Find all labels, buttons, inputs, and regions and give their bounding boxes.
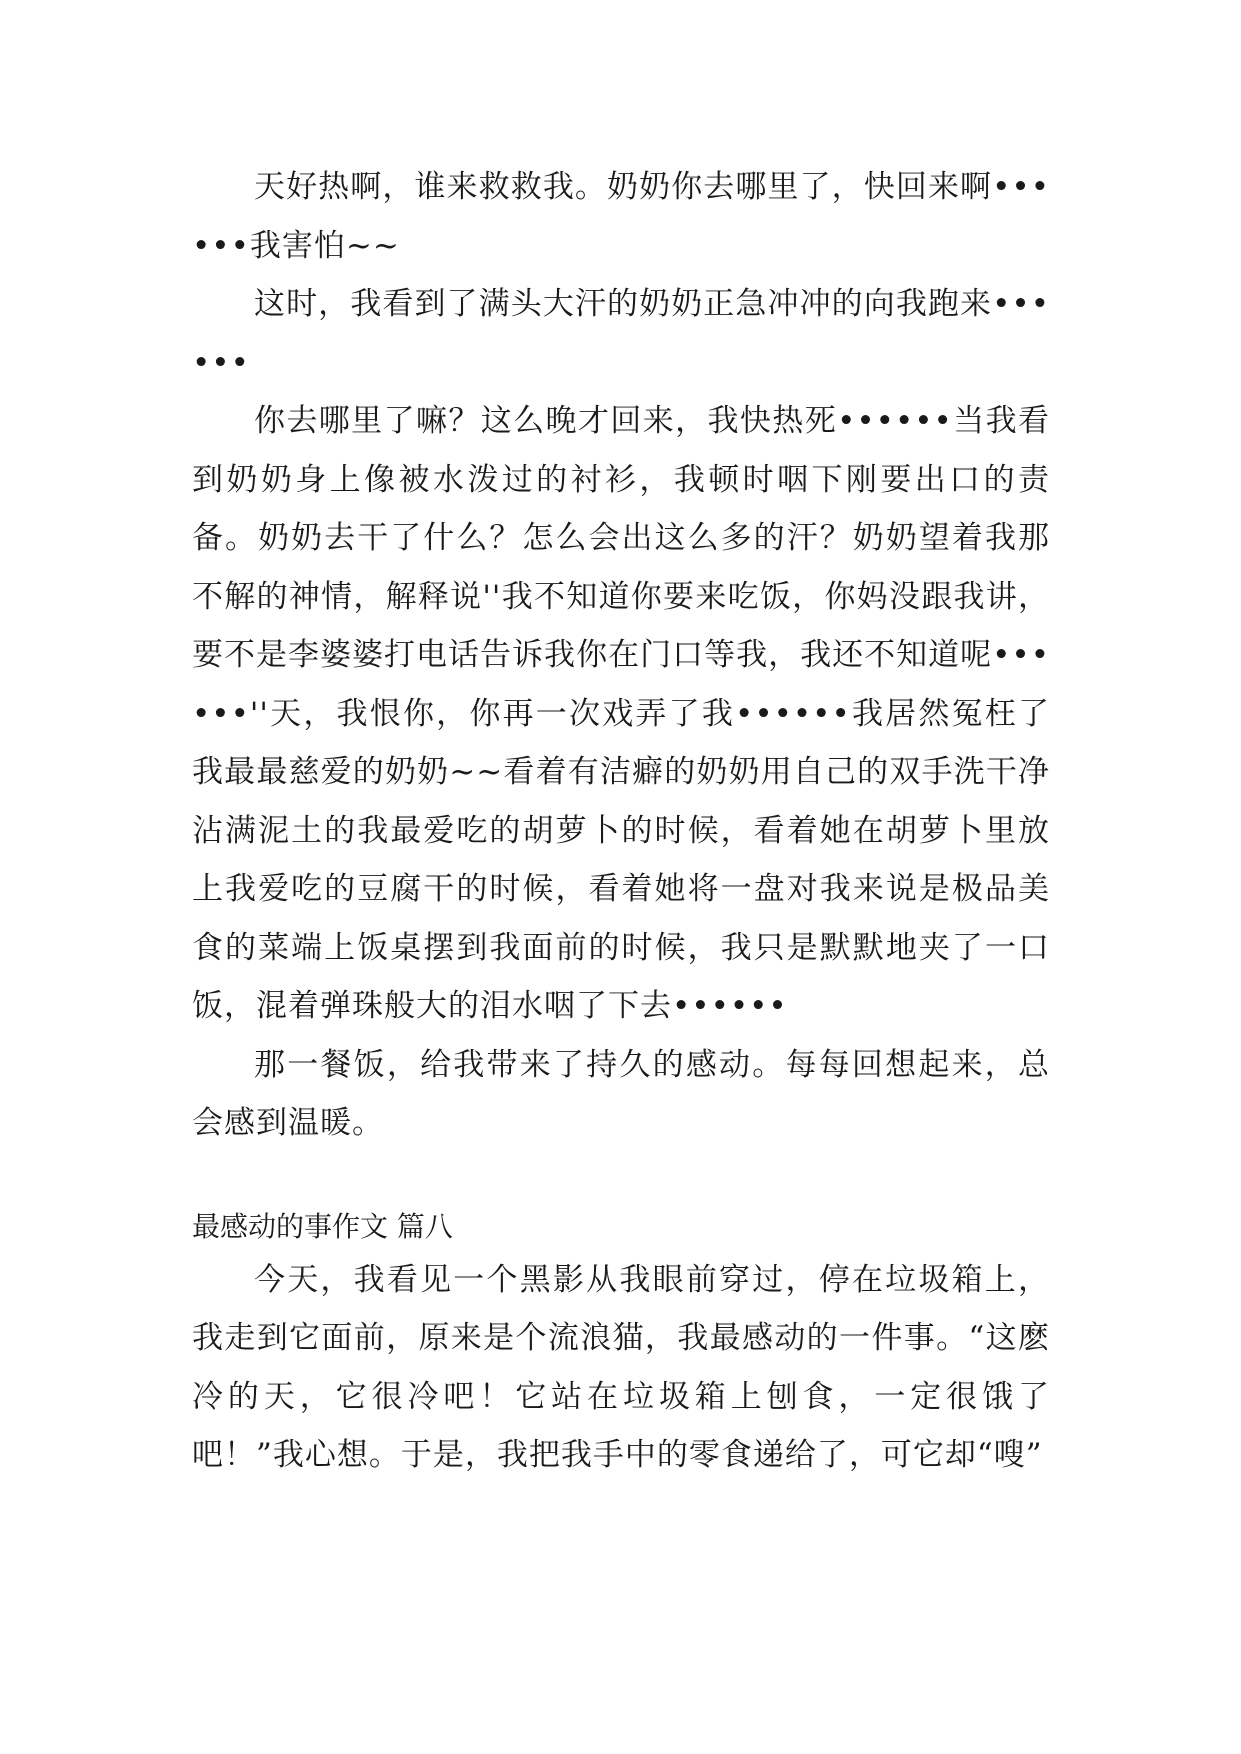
paragraph-5: 今天，我看见一个黑影从我眼前穿过，停在垃圾箱上，我走到它面前，原来是个流浪猫，我最感动的一件事。“这麽冷的天，它很冷吧！它站在垃圾箱上刨食，一定很饿了吧！”我心想。于是，我把我手中的零食递给了，可它却“嗖” — [192, 1261, 1050, 1473]
paragraph-3: 你去哪里了嘛？这么晚才回来，我快热死••••••当我看到奶奶身上像被水泼过的衬衫，我顿时咽下刚要出口的责备。奶奶去干了什么？怎么会出这么多的汗？奶奶望着我那不解的神情，解释说''我不知道你要来吃饭，你妈没跟我讲，要不是李婆婆打电话告诉我你在门口等我，我还不知道呢••••••''天，我恨你，你再一次戏弄了我••••••我居然冤枉了我最最慈爱的奶奶~~看着有洁癖的奶奶用自己的双手洗干净沾满泥土的我最爱吃的胡萝卜的时候，看着她在胡萝卜里放上我爱吃的豆腐干的时候，看着她将一盘对我来说是极品美食的菜端上饭桌摆到我面前的时候，我只是默默地夹了一口饭，混着弹珠般大的泪水咽了下去•••••• — [192, 403, 1050, 1024]
section-heading: 最感动的事作文 篇八 — [192, 1209, 453, 1243]
paragraph-4: 那一餐饭，给我带来了持久的感动。每每回想起来，总会感到温暖。 — [192, 1046, 1050, 1141]
paragraph-1: 天好热啊，谁来救救我。奶奶你去哪里了，快回来啊••••••我害怕~~ — [192, 169, 1050, 264]
document-page — [192, 158, 1050, 1485]
paragraph-2: 这时，我看到了满头大汗的奶奶正急冲冲的向我跑来•••••• — [192, 286, 1050, 381]
